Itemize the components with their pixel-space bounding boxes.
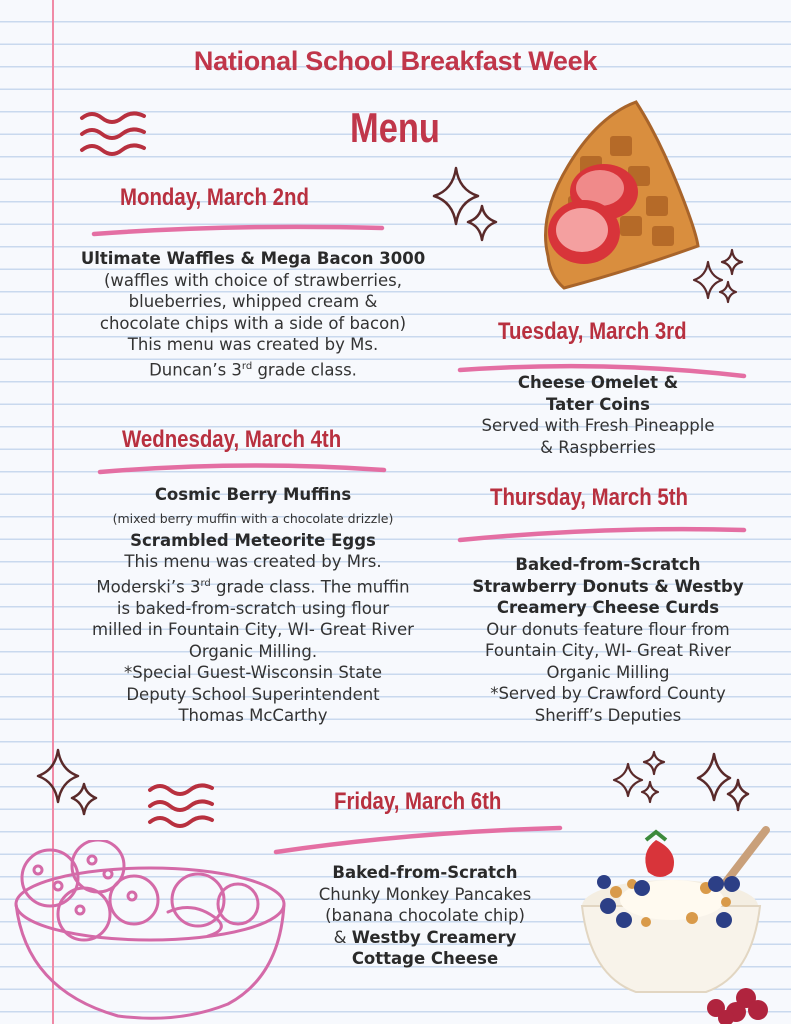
monday-desc-line: (waffles with choice of strawberries, xyxy=(104,270,402,290)
thursday-item: Creamery Cheese Curds xyxy=(496,598,720,617)
wednesday-block xyxy=(62,484,444,727)
tuesday-desc-line: Served with Fresh Pineapple xyxy=(481,416,715,435)
sparkle-icon xyxy=(690,248,746,306)
tuesday-item: Tater Coins xyxy=(546,394,650,414)
underline-stroke xyxy=(272,822,564,856)
wednesday-desc-line: This menu was created by Mrs. xyxy=(124,552,382,571)
monday-desc-line: blueberries, whipped cream & xyxy=(128,292,378,311)
wednesday-desc-line: Deputy School Superintendent xyxy=(126,684,380,704)
friday-desc-line: & Westby Creamery xyxy=(333,927,517,947)
sparkle-icon xyxy=(612,750,672,806)
underline-stroke xyxy=(456,522,748,544)
wednesday-item: Cosmic Berry Muffins xyxy=(154,485,352,504)
thursday-block xyxy=(452,554,764,726)
thursday-desc-line: Sheriff’s Deputies xyxy=(534,705,682,725)
thursday-item: Strawberry Donuts & Westby xyxy=(472,576,744,596)
thursday-desc-line: *Served by Crawford County xyxy=(490,684,726,703)
monday-block xyxy=(62,248,444,381)
menu-heading: Menu xyxy=(350,104,440,151)
thursday-desc-line: Fountain City, WI- Great River xyxy=(485,641,731,660)
wednesday-item: Scrambled Meteorite Eggs xyxy=(130,530,376,550)
monday-credit-line: Duncan’s 3rd grade class. xyxy=(149,360,357,379)
wednesday-heading: Wednesday, March 4th xyxy=(122,426,342,453)
page-title: National School Breakfast Week xyxy=(193,46,598,76)
underline-stroke xyxy=(90,222,386,238)
wednesday-desc-line: milled in Fountain City, WI- Great River xyxy=(92,620,414,639)
underline-stroke xyxy=(96,458,388,476)
tuesday-desc-line: & Raspberries xyxy=(540,437,656,457)
wave-lines-icon xyxy=(78,110,150,158)
sparkle-icon xyxy=(696,752,752,816)
monday-desc-line: chocolate chips with a side of bacon) xyxy=(99,313,407,333)
sparkle-icon xyxy=(432,166,500,244)
thursday-desc-line: Organic Milling xyxy=(546,662,670,682)
friday-item: Cottage Cheese xyxy=(351,949,499,968)
tuesday-heading: Tuesday, March 3rd xyxy=(498,318,687,345)
wednesday-desc-line: Organic Milling. xyxy=(188,641,318,661)
friday-block xyxy=(286,862,564,970)
friday-heading: Friday, March 6th xyxy=(334,788,502,815)
wednesday-desc-line: Thomas McCarthy xyxy=(178,706,328,725)
thursday-desc-line: Our donuts feature flour from xyxy=(486,619,730,639)
wednesday-desc-line: Moderski’s 3rd grade class. The muffin xyxy=(96,577,410,596)
wednesday-desc-line: is baked-from-scratch using flour xyxy=(116,598,390,618)
friday-desc-line: (banana chocolate chip) xyxy=(325,906,525,925)
tuesday-block xyxy=(452,372,744,458)
tuesday-item: Cheese Omelet & xyxy=(517,373,679,392)
wave-lines-icon xyxy=(146,782,218,830)
monday-heading: Monday, March 2nd xyxy=(120,184,309,211)
bowl-sketch-illustration xyxy=(8,840,290,1024)
waffle-illustration xyxy=(528,96,706,292)
thursday-item: Baked-from-Scratch xyxy=(515,555,701,574)
monday-credit-line: This menu was created by Ms. xyxy=(127,335,379,354)
friday-desc-line: Chunky Monkey Pancakes xyxy=(318,884,532,904)
monday-item: Ultimate Waffles & Mega Bacon 3000 xyxy=(80,249,426,268)
yogurt-bowl-illustration xyxy=(576,822,786,1024)
friday-item: Baked-from-Scratch xyxy=(332,863,518,882)
sparkle-icon xyxy=(36,748,102,820)
wednesday-desc-line: *Special Guest-Wisconsin State xyxy=(123,663,382,682)
wednesday-item-note: (mixed berry muffin with a chocolate drizzle) xyxy=(112,510,394,526)
thursday-heading: Thursday, March 5th xyxy=(490,484,688,511)
